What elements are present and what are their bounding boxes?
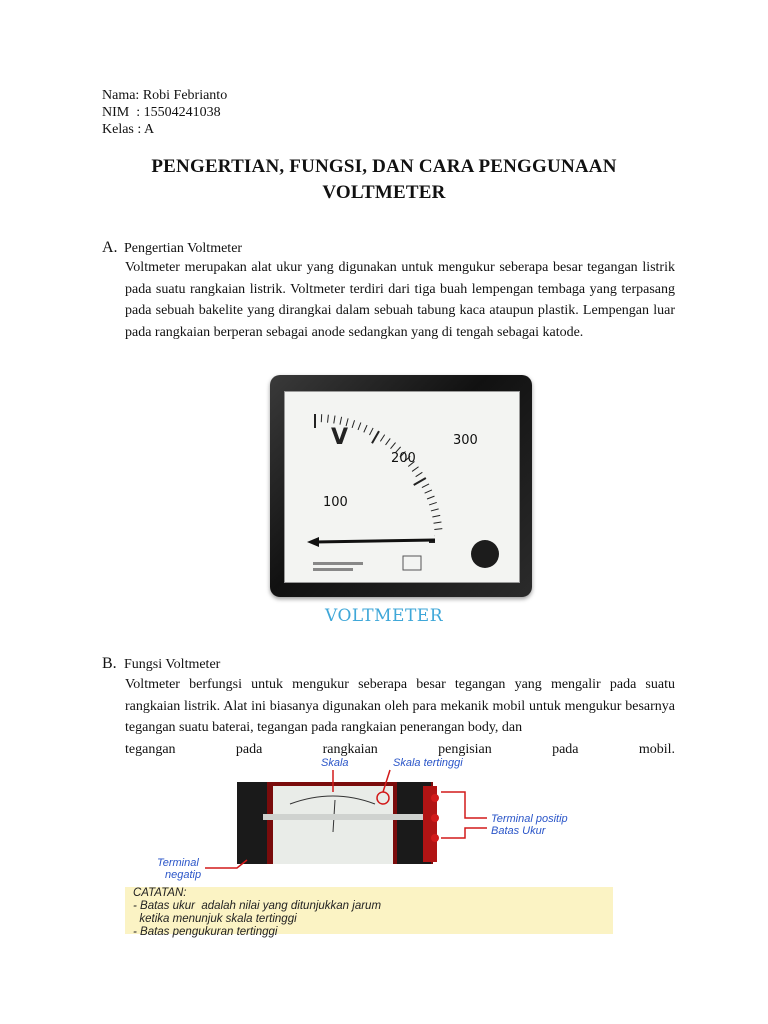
- section-b-title: Fungsi Voltmeter: [124, 657, 221, 672]
- note-title: CATATAN:: [133, 887, 187, 899]
- meter-tick: [434, 529, 442, 530]
- label-batas-ukur: Batas Ukur: [491, 825, 546, 837]
- meter-tick: [369, 428, 373, 435]
- terminal-dot-3: [431, 834, 439, 842]
- meter-tick: [386, 438, 391, 444]
- terminal-dot-1: [431, 794, 439, 802]
- meter-label-100: 100: [323, 495, 348, 510]
- meter-tick: [427, 496, 434, 499]
- voltmeter-photo: [270, 375, 534, 599]
- meter-unit-symbol: V: [331, 425, 349, 450]
- label-negatip: negatip: [165, 869, 202, 881]
- meter-face: [284, 391, 520, 583]
- note-line-3: - Batas pengukuran tertinggi: [133, 926, 278, 938]
- label-skala: Skala: [321, 757, 349, 769]
- callout-batas-ukur: [441, 828, 487, 838]
- callout-terminal-positip: [441, 792, 487, 818]
- note-line-1: - Batas ukur adalah nilai yang ditunjukkan jarum: [133, 900, 382, 912]
- meter-tick: [380, 435, 384, 442]
- section-a-title: Pengertian Voltmeter: [124, 241, 243, 256]
- meter-label-300: 300: [453, 433, 478, 448]
- diagram-bar: [263, 814, 423, 820]
- section-a-body: Voltmeter merupakan alat ukur yang digunakan untuk mengukur seberapa besar tegangan listrik pada suatu rangkaian listrik. Voltmeter terdiri dari tiga buah lempengan tembaga yang terpasang pada sebuah bakelite yang dirangkai dalam sebuah tabung kaca ataupun plastik. Lempengan luar pada rangkaian berperan sebagai anode sedangkan yang di tengah sebagai katode.: [125, 260, 675, 340]
- meter-needle: [315, 540, 435, 542]
- meter-tick: [340, 417, 342, 425]
- meter-tick: [434, 522, 442, 523]
- title-line-2: VOLTMETER: [322, 182, 446, 203]
- section-a-letter: A.: [102, 239, 118, 256]
- meter-tick: [334, 416, 335, 424]
- label-skala-tertinggi: Skala tertinggi: [393, 757, 463, 769]
- meter-caption: VOLTMETER: [324, 606, 444, 626]
- meter-tick: [422, 484, 429, 488]
- meter-tick: [431, 509, 439, 511]
- meter-label-200: 200: [391, 451, 416, 466]
- meter-tick: [414, 478, 426, 485]
- meter-tick: [358, 423, 361, 430]
- section-b-heading: [102, 655, 220, 673]
- student-nim: NIM : 15504241038: [102, 105, 221, 120]
- section-b-letter: B.: [102, 655, 117, 672]
- note-line-2: ketika menunjuk skala tertinggi: [133, 913, 297, 925]
- meter-tick: [416, 472, 423, 476]
- note-box: [125, 887, 613, 938]
- terminal-dot-2: [431, 814, 439, 822]
- student-name: Nama: Robi Febrianto: [102, 88, 228, 103]
- diagram-svg: [125, 752, 625, 887]
- student-info: [102, 87, 227, 138]
- section-b-paragraph: [125, 674, 675, 760]
- meter-tick: [391, 443, 396, 449]
- meter-terminal-diagram: [125, 752, 625, 887]
- section-b-body-last: tegangan pada rangkaian pengisian pada mobil.: [125, 741, 675, 757]
- section-a-paragraph: [125, 257, 675, 343]
- document-title: [0, 154, 768, 206]
- housing-left-block: [237, 782, 267, 864]
- label-terminal: Terminal: [157, 857, 199, 869]
- meter-tick: [364, 425, 367, 432]
- title-line-1: PENGERTIAN, FUNGSI, DAN CARA PENGGUNAAN: [151, 156, 617, 177]
- meter-brand-logo: [403, 556, 421, 570]
- meter-dial: [285, 392, 519, 582]
- meter-tick: [352, 420, 354, 428]
- meter-tick: [429, 502, 437, 504]
- student-class: Kelas : A: [102, 122, 155, 137]
- meter-needle-tip: [307, 537, 319, 547]
- section-b-body: Voltmeter berfungsi untuk mengukur seberapa besar tegangan yang mengalir pada suatu rangkaian listrik. Alat ini biasanya digunakan oleh para mekanik mobil untuk mengukur besarnya tegangan suatu baterai, tegangan pada rangkaian penerangan body, dan: [125, 677, 675, 735]
- meter-tick: [425, 490, 432, 493]
- meter-tick: [412, 467, 418, 472]
- meter-tick: [372, 431, 379, 443]
- section-a-heading: [102, 239, 242, 257]
- label-terminal-positip: Terminal positip: [491, 813, 568, 825]
- meter-tick: [432, 515, 440, 517]
- meter-small-print: [313, 562, 363, 565]
- meter-adjust-knob: [471, 540, 499, 568]
- meter-small-print-2: [313, 568, 353, 571]
- meter-tick: [328, 415, 329, 423]
